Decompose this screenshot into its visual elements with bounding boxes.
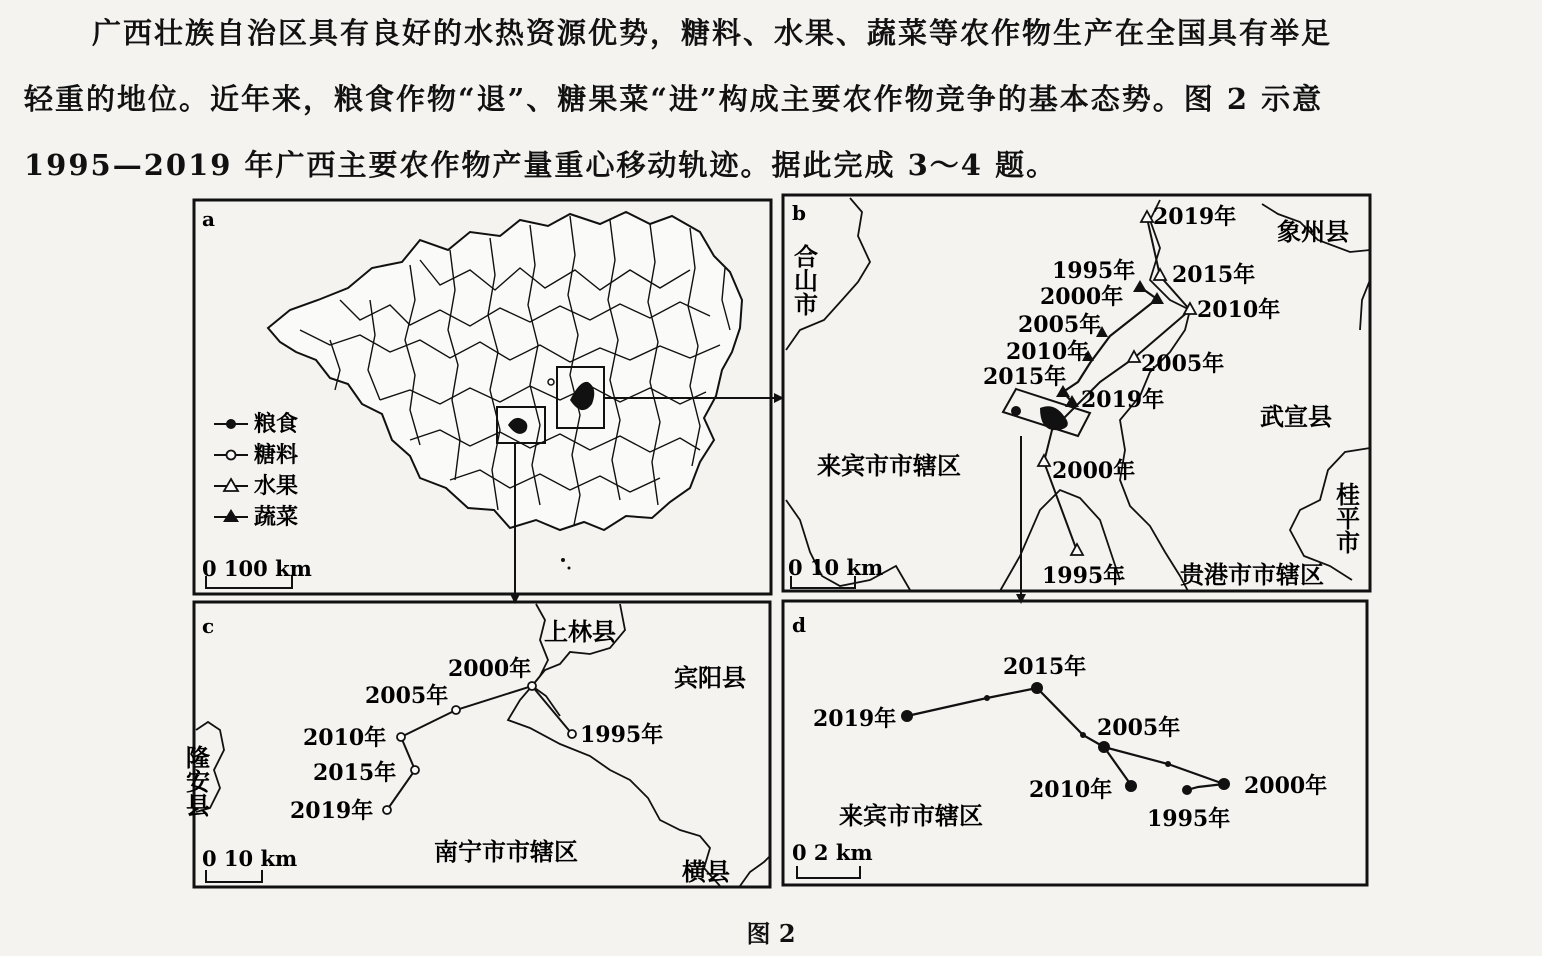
legend-label-grain: 粮食: [254, 411, 299, 437]
place-nanning-c: 南宁市市辖区: [434, 837, 578, 866]
scale-bar-c: [202, 846, 297, 882]
point-2010-d: [1125, 780, 1137, 792]
place-shanglin-c: 上林县: [544, 617, 616, 646]
year-2005-d: 2005年: [1097, 715, 1181, 741]
legend-item-sugar: [214, 442, 298, 468]
filled-circle-icon: [226, 419, 236, 429]
place-names-d: [839, 801, 983, 830]
year-labels-c: [290, 656, 663, 824]
panel-d-label: d: [792, 613, 806, 637]
scale-label-d: 0 2 km: [792, 840, 873, 865]
year-labels-b: [983, 204, 1280, 589]
year-2019-d: 2019年: [813, 706, 897, 732]
year-veg-2010-b: 2010年: [1006, 339, 1090, 365]
island-1: [561, 558, 565, 562]
boundaries-b: [786, 198, 1370, 591]
place-guiping-b: 桂平市: [1331, 482, 1361, 554]
year-2000-c: 2000年: [448, 656, 532, 682]
year-fruit-2010-b: 2010年: [1197, 297, 1281, 323]
scale-label-b: 0 10 km: [788, 555, 884, 580]
year-2000-d: 2000年: [1244, 773, 1328, 799]
legend-label-vegetable: 蔬菜: [254, 504, 299, 530]
place-heshan-b: 合山市: [789, 244, 819, 316]
legend-item-fruit: [214, 473, 298, 499]
year-veg-2005-b: 2005年: [1018, 312, 1102, 338]
year-1995-d: 1995年: [1147, 806, 1231, 832]
panel-b-frame: [783, 195, 1370, 591]
grain-inset-box-b: [1003, 389, 1090, 436]
legend-label-sugar: 糖料: [254, 442, 299, 468]
year-fruit-2000-b: 2000年: [1052, 458, 1136, 484]
scale-label-a: 0 100 km: [202, 556, 312, 581]
point-2015-d: [1031, 682, 1043, 694]
year-2019-c: 2019年: [290, 798, 374, 824]
legend-item-vegetable: [214, 504, 298, 530]
place-xiangzhou-b: 象州县: [1277, 217, 1349, 246]
year-fruit-2005-b: 2005年: [1141, 351, 1225, 377]
panel-a-label: a: [202, 207, 215, 231]
intro-line-1: 广西壮族自治区具有良好的水热资源优势，糖料、水果、蔬菜等农作物生产在全国具有举足: [92, 16, 1333, 50]
panel-b-label: b: [792, 201, 806, 225]
scale-bar-a: [202, 556, 312, 588]
year-1995-c: 1995年: [580, 722, 664, 748]
place-binyang-c: 宾阳县: [674, 663, 746, 692]
figure-caption: 图 2: [746, 919, 796, 948]
year-fruit-2015-b: 2015年: [1172, 262, 1256, 288]
place-wuxuan-b: 武宣县: [1260, 402, 1332, 431]
year-2015-d: 2015年: [1003, 654, 1087, 680]
point-2019-d: [901, 710, 913, 722]
panel-c-label: c: [202, 614, 215, 638]
place-laibin-b: 来宾市市辖区: [817, 451, 961, 480]
year-veg-2000-b: 2000年: [1040, 284, 1124, 310]
year-veg-2015-b: 2015年: [983, 364, 1067, 390]
island-2: [568, 567, 571, 570]
legend-label-fruit: 水果: [254, 473, 299, 499]
panel-d: [783, 601, 1367, 885]
year-fruit-2019-b: 2019年: [1153, 204, 1237, 230]
year-fruit-1995-b: 1995年: [1042, 563, 1126, 589]
year-2005-c: 2005年: [365, 683, 449, 709]
year-veg-2019-b: 2019年: [1081, 387, 1165, 413]
intro-line-2: 轻重的地位。近年来，粮食作物“退”、糖果菜“进”构成主要农作物竞争的基本态势。图 2 示意: [24, 82, 1324, 116]
place-guigang-b: 贵港市市辖区: [1180, 560, 1324, 589]
legend-item-grain: [214, 411, 298, 437]
panel-b: [783, 195, 1370, 591]
scale-label-c: 0 10 km: [202, 846, 298, 871]
place-laibin-d: 来宾市市辖区: [839, 801, 983, 830]
point-2000-d: [1218, 778, 1230, 790]
year-2010-d: 2010年: [1029, 777, 1113, 803]
legend: [214, 411, 298, 530]
hollow-circle-icon: [227, 451, 236, 460]
place-hengxian-c: 横县: [682, 857, 730, 886]
panel-c: [182, 602, 771, 887]
scale-bar-d: [792, 840, 873, 878]
year-2010-c: 2010年: [303, 725, 387, 751]
point-2005-d: [1098, 741, 1110, 753]
year-2015-c: 2015年: [313, 760, 397, 786]
year-veg-1995-b: 1995年: [1052, 258, 1136, 284]
point-1995-d: [1182, 785, 1192, 795]
filled-triangle-icon: [223, 509, 239, 522]
place-longan-c: 隆安县: [181, 745, 211, 817]
intro-line-3: 1995—2019 年广西主要农作物产量重心移动轨迹。据此完成 3～4 题。: [24, 148, 1058, 182]
